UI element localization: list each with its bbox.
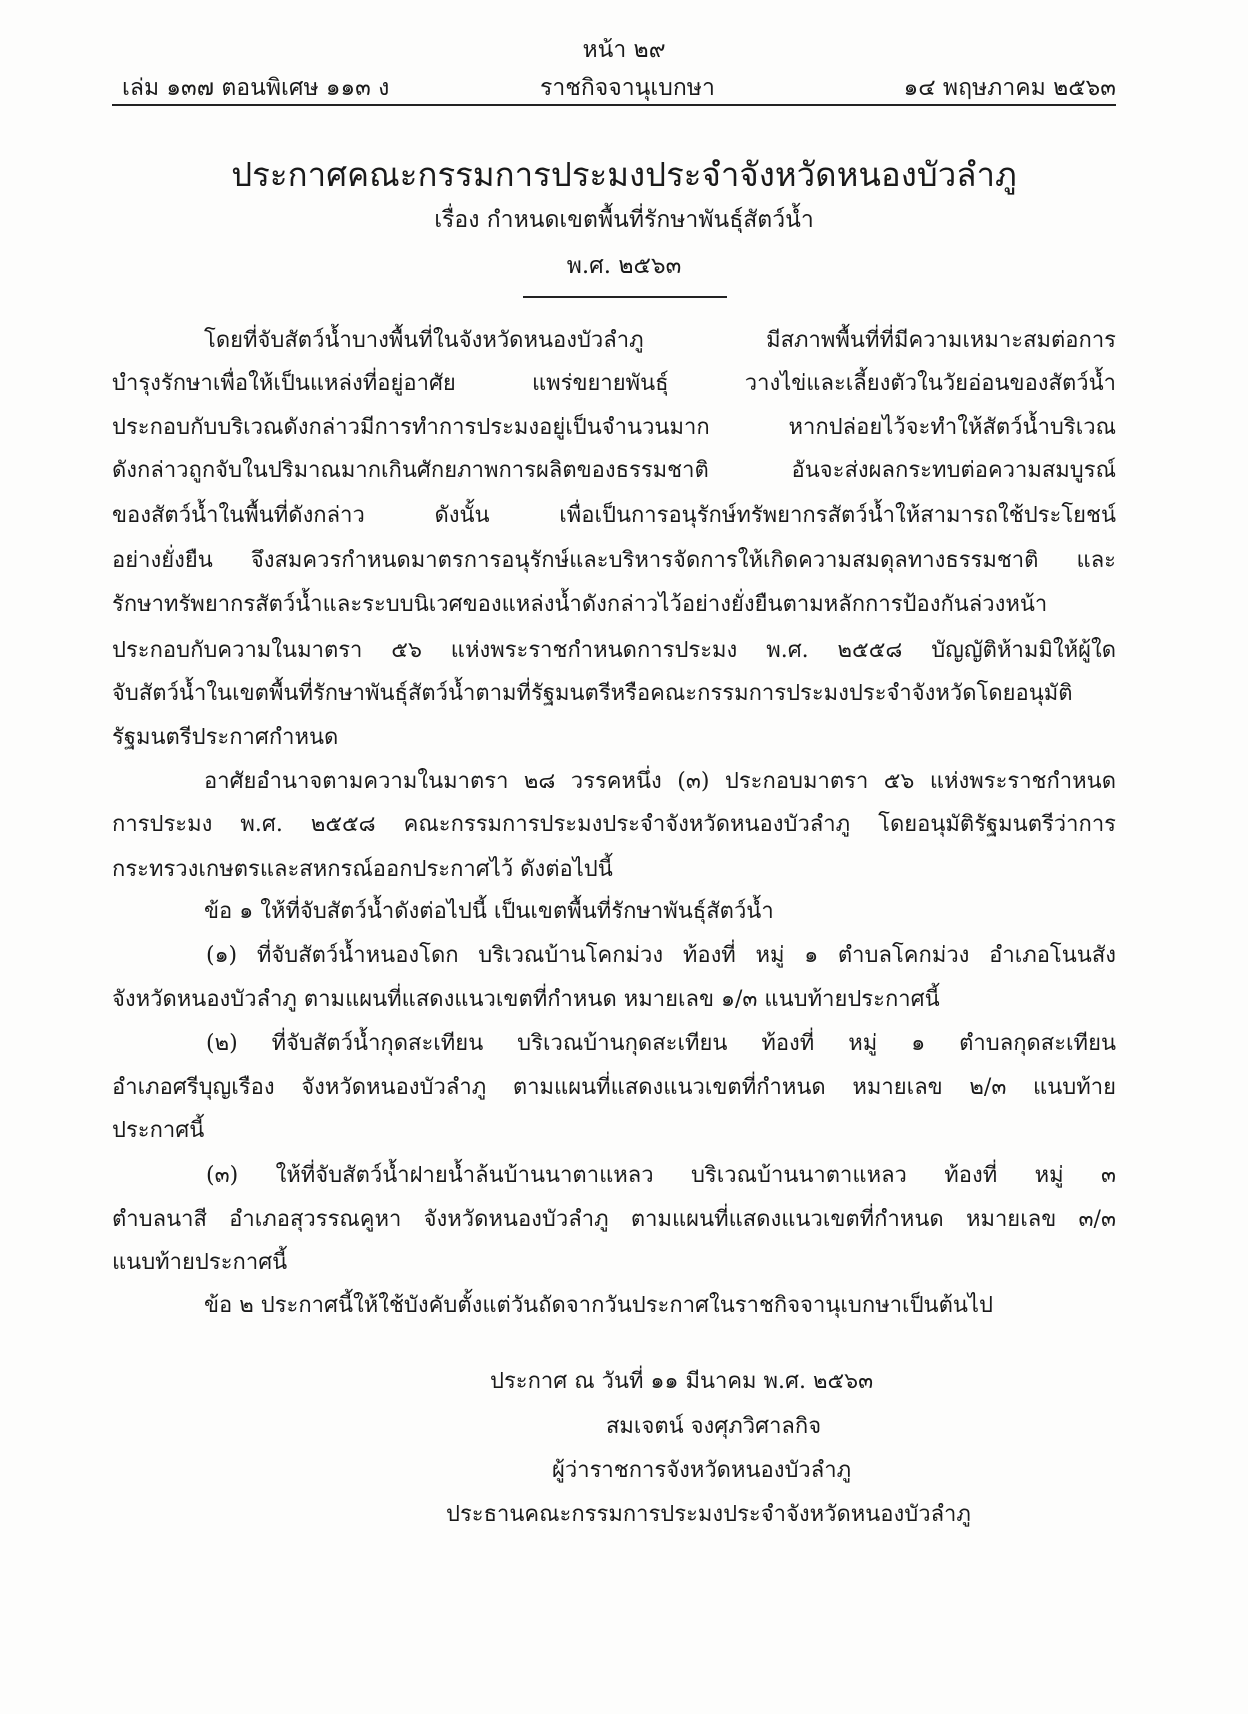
paragraph-line: รักษาทรัพยากรสัตว์น้ำและระบบนิเวศของแหล่งน้ำดังกล่าวไว้อย่างยั่งยืนตามหลักการป้องกันล่วงหน้า <box>112 592 1048 617</box>
paragraph-line: การประมง พ.ศ. ๒๕๕๘ คณะกรรมการประมงประจำจังหวัดหนองบัวลำภู โดยอนุมัติรัฐมนตรีว่าการ <box>112 812 1116 837</box>
clause-1: ข้อ ๑ ให้ที่จับสัตว์น้ำดังต่อไปนี้ เป็นเขตพื้นที่รักษาพันธุ์สัตว์น้ำ <box>204 899 774 924</box>
item-2-line: (๒) ที่จับสัตว์น้ำกุดสะเทียน บริเวณบ้านกุดสะเทียน ท้องที่ หมู่ ๑ ตำบลกุดสะเทียน <box>206 1031 1116 1056</box>
paragraph-line: ประกอบกับบริเวณดังกล่าวมีการทำการประมงอยู่เป็นจำนวนมาก หากปล่อยไว้จะทำให้สัตว์น้ำบริเวณ <box>112 415 1116 440</box>
paragraph-line: โดยที่จับสัตว์น้ำบางพื้นที่ในจังหวัดหนองบัวลำภู มีสภาพพื้นที่ที่มีความเหมาะสมต่อการ <box>204 328 1116 353</box>
signature-date: ประกาศ ณ วันที่ ๑๑ มีนาคม พ.ศ. ๒๕๖๓ <box>490 1369 874 1394</box>
item-1-line: จังหวัดหนองบัวลำภู ตามแผนที่แสดงแนวเขตที่กำหนด หมายเลข ๑/๓ แนบท้ายประกาศนี้ <box>112 987 940 1012</box>
clause-2: ข้อ ๒ ประกาศนี้ให้ใช้บังคับตั้งแต่วันถัดจากวันประกาศในราชกิจจานุเบกษาเป็นต้นไป <box>204 1293 993 1318</box>
gazette-date: ๑๔ พฤษภาคม ๒๕๖๓ <box>903 75 1116 101</box>
item-2-line: ประกาศนี้ <box>112 1118 205 1143</box>
title-divider <box>523 296 727 298</box>
announcement-subject: เรื่อง กำหนดเขตพื้นที่รักษาพันธุ์สัตว์น้ำ <box>434 207 814 233</box>
item-2-line: อำเภอศรีบุญเรือง จังหวัดหนองบัวลำภู ตามแผนที่แสดงแนวเขตที่กำหนด หมายเลข ๒/๓ แนบท้าย <box>112 1075 1116 1100</box>
paragraph-line: รัฐมนตรีประกาศกำหนด <box>112 725 339 750</box>
signatory-name: สมเจตน์ จงศุภวิศาลกิจ <box>606 1414 822 1439</box>
gazette-publication: ราชกิจจานุเบกษา <box>540 75 715 101</box>
page-number: หน้า ๒๙ <box>582 37 666 63</box>
header-divider <box>112 104 1116 106</box>
announcement-year: พ.ศ. ๒๕๖๓ <box>566 253 682 279</box>
paragraph-line: กระทรวงเกษตรและสหกรณ์ออกประกาศไว้ ดังต่อไปนี้ <box>112 857 613 882</box>
signatory-position: ผู้ว่าราชการจังหวัดหนองบัวลำภู <box>552 1458 852 1483</box>
paragraph-line: ดังกล่าวถูกจับในปริมาณมากเกินศักยภาพการผลิตของธรรมชาติ อันจะส่งผลกระทบต่อความสมบูรณ์ <box>112 458 1116 483</box>
paragraph-line: จับสัตว์น้ำในเขตพื้นที่รักษาพันธุ์สัตว์น้ำตามที่รัฐมนตรีหรือคณะกรรมการประมงประจำจังหวัดโดยอนุมัติ <box>112 681 1073 706</box>
paragraph-line: อย่างยั่งยืน จึงสมควรกำหนดมาตรการอนุรักษ์และบริหารจัดการให้เกิดความสมดุลทางธรรมชาติ และ <box>112 548 1116 573</box>
paragraph-line: ประกอบกับความในมาตรา ๕๖ แห่งพระราชกำหนดการประมง พ.ศ. ๒๕๕๘ บัญญัติห้ามมิให้ผู้ใด <box>112 638 1116 663</box>
item-3-line: (๓) ให้ที่จับสัตว์น้ำฝายน้ำล้นบ้านนาตาแหลว บริเวณบ้านนาตาแหลว ท้องที่ หมู่ ๓ <box>206 1163 1116 1188</box>
paragraph-line: ของสัตว์น้ำในพื้นที่ดังกล่าว ดังนั้น เพื่อเป็นการอนุรักษ์ทรัพยากรสัตว์น้ำให้สามารถใช้ประโยชน์ <box>112 503 1116 528</box>
item-3-line: แนบท้ายประกาศนี้ <box>112 1250 288 1275</box>
signatory-chair-position: ประธานคณะกรรมการประมงประจำจังหวัดหนองบัวลำภู <box>446 1502 971 1527</box>
announcement-title: ประกาศคณะกรรมการประมงประจำจังหวัดหนองบัวลำภู <box>231 155 1017 194</box>
item-1-line: (๑) ที่จับสัตว์น้ำหนองโดก บริเวณบ้านโคกม่วง ท้องที่ หมู่ ๑ ตำบลโคกม่วง อำเภอโนนสัง <box>206 943 1116 968</box>
paragraph-line: อาศัยอำนาจตามความในมาตรา ๒๘ วรรคหนึ่ง (๓) ประกอบมาตรา ๕๖ แห่งพระราชกำหนด <box>204 769 1116 794</box>
paragraph-line: บำรุงรักษาเพื่อให้เป็นแหล่งที่อยู่อาศัย แพร่ขยายพันธุ์ วางไข่และเลี้ยงตัวในวัยอ่อนของสัตว์น้ำ <box>112 371 1116 396</box>
item-3-line: ตำบลนาสี อำเภอสุวรรณคูหา จังหวัดหนองบัวลำภู ตามแผนที่แสดงแนวเขตที่กำหนด หมายเลข ๓/๓ <box>112 1207 1116 1232</box>
gazette-volume: เล่ม ๑๓๗ ตอนพิเศษ ๑๑๓ ง <box>122 75 390 101</box>
